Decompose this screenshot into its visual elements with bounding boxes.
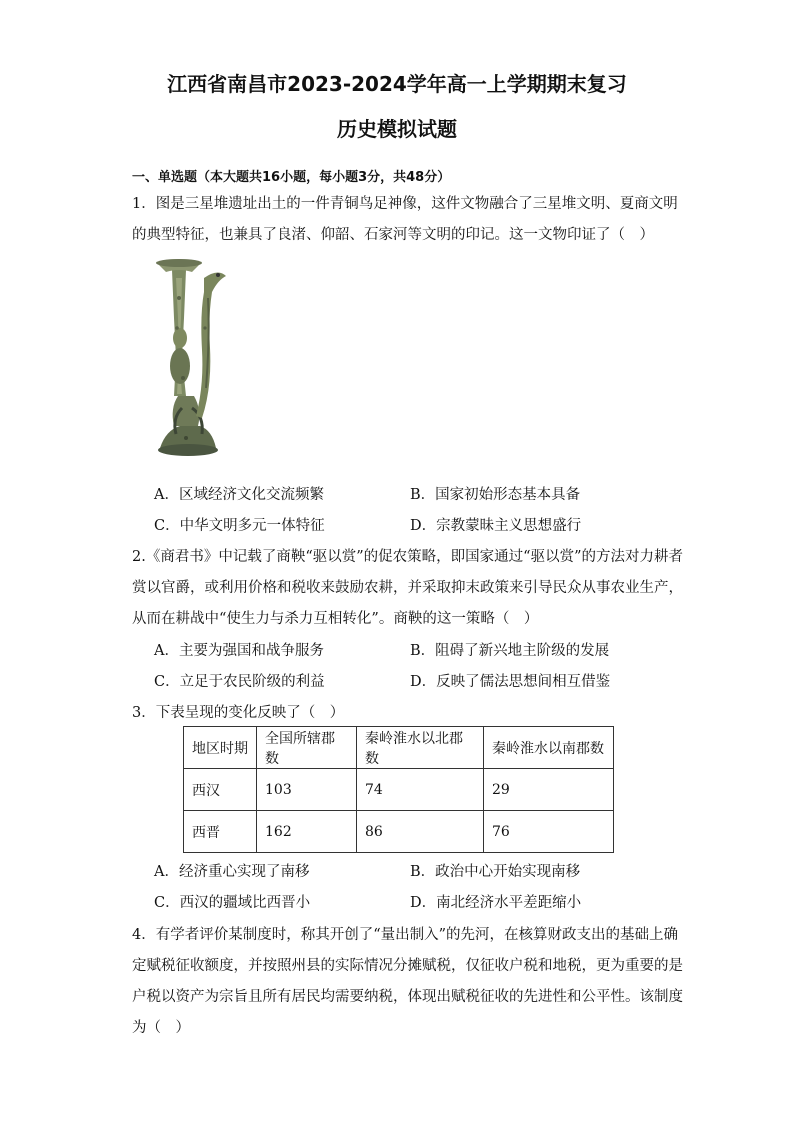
q2-option-a: A．主要为强国和战争服务 xyxy=(154,643,324,659)
table-cell: 74 xyxy=(357,769,484,811)
exam-title-line1: 江西省南昌市2023-2024学年高一上学期期末复习 xyxy=(167,72,627,96)
q1-option-b: B．国家初始形态基本具备 xyxy=(410,487,581,503)
table-cell: 29 xyxy=(484,769,614,811)
bronze-bird-foot-figure-image xyxy=(152,258,234,463)
q4-stem-line3: 户税以资产为宗旨且所有居民均需要纳税，体现出赋税征收的先进性和公平性。该制度 xyxy=(132,989,683,1005)
table-header-cell: 全国所辖郡数 xyxy=(257,727,357,769)
table-cell: 103 xyxy=(257,769,357,811)
q4-stem-line1: 4．有学者评价某制度时，称其开创了“量出制入”的先河，在核算财政支出的基础上确 xyxy=(132,927,679,943)
table-cell: 86 xyxy=(357,811,484,853)
q2-stem-line3: 从而在耕战中“使生力与杀力互相转化”。商鞅的这一策略（ ） xyxy=(132,611,539,627)
section-heading: 一、单选题（本大题共16小题，每小题3分，共48分） xyxy=(132,170,451,185)
q1-option-d: D．宗教蒙昧主义思想盛行 xyxy=(410,518,582,534)
q1-option-c: C．中华文明多元一体特征 xyxy=(154,518,325,534)
q3-option-b: B．政治中心开始实现南移 xyxy=(410,864,581,880)
q3-option-c: C．西汉的疆域比西晋小 xyxy=(154,895,311,911)
table-row xyxy=(184,769,614,811)
q4-stem-line2: 定赋税征收额度，并按照州县的实际情况分摊赋税，仅征收户税和地税，更为重要的是 xyxy=(132,958,683,974)
q4-stem-line4: 为（ ） xyxy=(132,1020,190,1036)
q1-stem-line2: 的典型特征，也兼具了良渚、仰韶、石家河等文明的印记。这一文物印证了（ ） xyxy=(132,227,654,243)
table-header-cell: 地区时期 xyxy=(184,727,257,769)
table-header-row xyxy=(184,727,614,769)
q3-option-d: D．南北经济水平差距缩小 xyxy=(410,895,582,911)
q1-option-a: A．区域经济文化交流频繁 xyxy=(154,487,324,503)
q2-stem-line1: 2.《商君书》中记载了商鞅“驱以赏”的促农策略，即国家通过“驱以赏”的方法对力耕者 xyxy=(132,549,683,565)
table-cell: 76 xyxy=(484,811,614,853)
table-cell: 西汉 xyxy=(184,769,257,811)
q2-option-c: C．立足于农民阶级的利益 xyxy=(154,674,325,690)
table-cell: 162 xyxy=(257,811,357,853)
q2-option-d: D．反映了儒法思想间相互借鉴 xyxy=(410,674,611,690)
exam-title-line2: 历史模拟试题 xyxy=(337,117,457,141)
q3-data-table xyxy=(183,726,614,853)
table-header-cell: 秦岭淮水以南郡数 xyxy=(484,727,614,769)
table-header-cell: 秦岭淮水以北郡数 xyxy=(357,727,484,769)
table-cell: 西晋 xyxy=(184,811,257,853)
table-row xyxy=(184,811,614,853)
q2-stem-line2: 赏以官爵，或利用价格和税收来鼓励农耕，并采取抑末政策来引导民众从事农业生产， xyxy=(132,580,683,596)
q3-stem-line1: 3．下表呈现的变化反映了（ ） xyxy=(132,705,345,721)
q3-option-a: A．经济重心实现了南移 xyxy=(154,864,310,880)
q2-option-b: B．阻碍了新兴地主阶级的发展 xyxy=(410,643,610,659)
q1-stem-line1: 1．图是三星堆遗址出土的一件青铜鸟足神像，这件文物融合了三星堆文明、夏商文明 xyxy=(132,196,678,212)
